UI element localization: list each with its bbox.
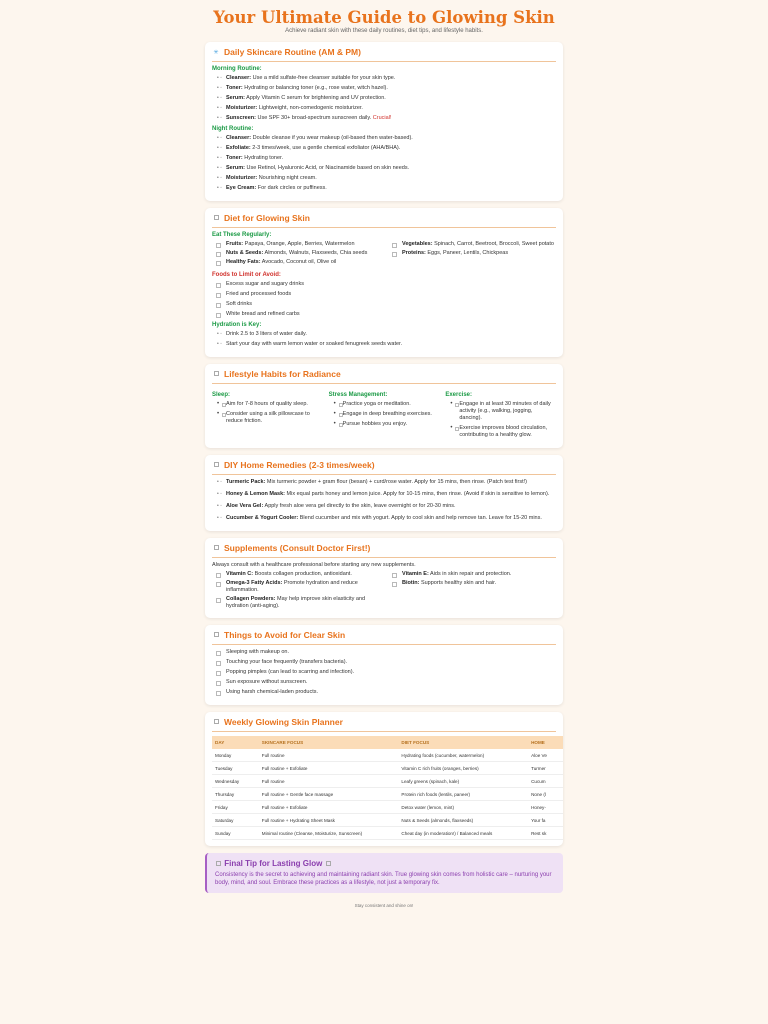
sleep-label: Sleep:	[212, 392, 231, 398]
eat-regularly-label: Eat These Regularly:	[212, 232, 272, 238]
page	[205, 0, 563, 908]
food-icon	[212, 215, 220, 221]
card-header	[212, 47, 556, 62]
remedy-icon	[212, 462, 220, 468]
supplements-note: Always consult with a healthcare professional before starting any new supplements.	[212, 562, 416, 568]
list-item: Excess sugar and sugary drinks	[212, 281, 556, 288]
list-item: • ◦ Exfoliate: 2-3 times/week, use a gentle chemical exfoliator (AHA/BHA).	[212, 145, 556, 152]
card-header	[212, 369, 556, 384]
planner-table	[212, 736, 563, 840]
final-tip-box	[205, 853, 563, 893]
list-item: • ◦ Honey & Lemon Mask: Mix equal parts honey and lemon juice. Apply for 10-15 mins, then rinse. (Avoid if skin is sensitive to lemon).	[212, 491, 556, 498]
list-item: Collagen Powders: May help improve skin elasticity and hydration (anti-aging).	[212, 596, 380, 610]
card-header	[212, 630, 556, 645]
list-item: • ◦ Toner: Hydrating toner.	[212, 155, 556, 162]
skincare-routine-card	[205, 42, 563, 201]
lifestyle-columns	[212, 388, 556, 442]
list-item: • Practice yoga or meditation.	[329, 401, 440, 408]
tip-icon	[326, 861, 331, 866]
card-header	[212, 543, 556, 558]
list-item: Fruits: Papaya, Orange, Apple, Berries, Watermelon	[212, 241, 380, 248]
list-item: Vitamin C: Boosts collagen production, antioxidant.	[212, 571, 380, 578]
planner-card	[205, 712, 563, 846]
calendar-icon	[212, 719, 220, 725]
card-title: Weekly Glowing Skin Planner	[224, 717, 343, 727]
card-title: Diet for Glowing Skin	[224, 213, 310, 223]
night-routine-label: Night Routine:	[212, 126, 254, 132]
list-item: • ◦ Cleanser: Use a mild sulfate-free cleanser suitable for your skin type.	[212, 75, 556, 82]
list-item: • ◦ Sunscreen: Use SPF 30+ broad-spectrum sunscreen daily. Crucial!	[212, 115, 556, 122]
warning-icon	[212, 632, 220, 638]
page-subtitle: Achieve radiant skin with these daily routines, diet tips, and lifestyle habits.	[285, 28, 483, 34]
hydration-list	[212, 331, 556, 348]
hydration-label: Hydration is Key:	[212, 322, 262, 328]
card-title: DIY Home Remedies (2-3 times/week)	[224, 460, 375, 470]
card-title: Things to Avoid for Clear Skin	[224, 630, 346, 640]
list-item: Touching your face frequently (transfers bacteria).	[212, 659, 556, 666]
remedies-list	[212, 479, 556, 522]
list-item: • Pursue hobbies you enjoy.	[329, 421, 440, 428]
list-item: • Engage in deep breathing exercises.	[329, 411, 440, 418]
card-title: Supplements (Consult Doctor First!)	[224, 543, 371, 553]
table-header: SKINCARE FOCUS	[259, 736, 399, 749]
footer-text: Stay consistent and shine on!	[354, 903, 414, 908]
list-item: Healthy Fats: Avocado, Coconut oil, Olive oil	[212, 259, 380, 266]
card-header	[212, 460, 556, 475]
list-item: • ◦ Start your day with warm lemon water or soaked fenugreek seeds water.	[212, 341, 556, 348]
diet-card	[205, 208, 563, 357]
table-row: Monday Full routine Hydrating foods (cucumber, watermelon) Aloe Ve	[212, 749, 563, 762]
pill-icon	[212, 545, 220, 551]
list-item: • ◦ Turmeric Pack: Mix turmeric powder + gram flour (besan) + curd/rose water. Apply for 15 mins, then rinse. (Patch test first!)	[212, 479, 556, 486]
exercise-label: Exercise:	[445, 392, 473, 398]
table-row: Sunday Minimal routine (Cleanse, Moisturize, Sunscreen) Cheat day (in moderation!) / Balanced meals Rest sk	[212, 827, 563, 840]
avoid-list	[212, 649, 556, 696]
avoid-card	[205, 625, 563, 705]
list-item: Sun exposure without sunscreen.	[212, 679, 556, 686]
list-item: • ◦ Cleanser: Double cleanse if you wear makeup (oil-based then water-based).	[212, 135, 556, 142]
table-row: Saturday Full routine + Hydrating Sheet Mask Nuts & Seeds (almonds, flaxseeds) Your fa	[212, 814, 563, 827]
list-item: • ◦ Moisturizer: Nourishing night cream.	[212, 175, 556, 182]
final-tip-text: Consistency is the secret to achieving and maintaining radiant skin. True glowing skin comes from holistic care – nurturing your body, mind, and soul. Embrace these practices as a lifestyle, not just a temporary fix.	[215, 872, 552, 886]
list-item: Soft drinks	[212, 301, 556, 308]
supplements-card	[205, 538, 563, 618]
list-item: Proteins: Eggs, Paneer, Lentils, Chickpeas	[388, 250, 556, 257]
list-item: Vitamin E: Aids in skin repair and protection.	[388, 571, 556, 578]
list-item: Using harsh chemical-laden products.	[212, 689, 556, 696]
list-item: • ◦ Drink 2.5 to 3 liters of water daily.	[212, 331, 556, 338]
list-item: • ◦ Cucumber & Yogurt Cooler: Blend cucumber and mix with yogurt. Apply to cool skin and help remove tan. Leave for 15-20 mins.	[212, 515, 556, 522]
list-item: White bread and refined carbs	[212, 311, 556, 318]
night-routine-list	[212, 135, 556, 192]
list-item: • Aim for 7-8 hours of quality sleep.	[212, 401, 323, 408]
lifestyle-icon	[212, 371, 220, 377]
crucial-note: Crucial!	[372, 115, 392, 121]
sleep-column	[212, 388, 323, 442]
stress-label: Stress Management:	[328, 392, 388, 398]
list-item: • ◦ Serum: Apply Vitamin C serum for brightening and UV protection.	[212, 95, 556, 102]
list-item: Nuts & Seeds: Almonds, Walnuts, Flaxseeds, Chia seeds	[212, 250, 380, 257]
morning-routine-list	[212, 75, 556, 122]
table-header-row	[212, 736, 563, 749]
limit-label: Foods to Limit or Avoid:	[212, 272, 281, 278]
list-item: • Engage in at least 30 minutes of daily activity (e.g., walking, jogging, dancing).	[445, 401, 556, 422]
list-item: • Consider using a silk pillowcase to reduce friction.	[212, 411, 323, 425]
list-item: • ◦ Moisturizer: Lightweight, non-comedogenic moisturizer.	[212, 105, 556, 112]
morning-routine-label: Morning Routine:	[212, 66, 262, 72]
list-item: • Exercise improves blood circulation, contributing to a healthy glow.	[445, 425, 556, 439]
list-item: Sleeping with makeup on.	[212, 649, 556, 656]
list-item: • ◦ Toner: Hydrating or balancing toner (e.g., rose water, witch hazel).	[212, 85, 556, 92]
list-item: • ◦ Aloe Vera Gel: Apply fresh aloe vera gel directly to the skin, leave overnight or for 20-30 mins.	[212, 503, 556, 510]
sparkle-icon: ✳	[213, 49, 219, 56]
table-row: Tuesday Full routine + Exfoliate Vitamin C rich fruits (oranges, berries) Turmer	[212, 762, 563, 775]
limit-list	[212, 281, 556, 318]
list-item: Vegetables: Spinach, Carrot, Beetroot, Broccoli, Sweet potato	[388, 241, 556, 248]
list-item: Fried and processed foods	[212, 291, 556, 298]
remedies-card	[205, 455, 563, 531]
page-title: Your Ultimate Guide to Glowing Skin	[213, 8, 555, 27]
card-title: Lifestyle Habits for Radiance	[224, 369, 341, 379]
table-header: HOME	[528, 736, 563, 749]
lifestyle-card	[205, 364, 563, 448]
tip-icon	[216, 861, 221, 866]
list-item: Omega-3 Fatty Acids: Promote hydration and reduce inflammation.	[212, 580, 380, 594]
list-item: Biotin: Supports healthy skin and hair.	[388, 580, 556, 594]
supplements-list	[212, 571, 556, 612]
table-row: Wednesday Full routine Leafy greens (spinach, kale) Cucum	[212, 775, 563, 788]
table-header: DAY	[212, 736, 259, 749]
card-header	[212, 717, 556, 732]
card-header	[212, 213, 556, 228]
exercise-column	[445, 388, 556, 442]
card-title: Daily Skincare Routine (AM & PM)	[224, 47, 361, 57]
list-item: Popping pimples (can lead to scarring and infection).	[212, 669, 556, 676]
table-row: Friday Full routine + Exfoliate Detox water (lemon, mint) Honey-	[212, 801, 563, 814]
stress-column	[329, 388, 440, 442]
final-tip-title: Final Tip for Lasting Glow	[215, 859, 556, 868]
list-item: • ◦ Eye Cream: For dark circles or puffiness.	[212, 185, 556, 192]
table-row: Thursday Full routine + Gentle face massage Protein rich foods (lentils, paneer) None (l	[212, 788, 563, 801]
list-item: • ◦ Serum: Use Retinol, Hyaluronic Acid, or Niacinamide based on skin needs.	[212, 165, 556, 172]
table-header: DIET FOCUS	[398, 736, 528, 749]
eat-list	[212, 241, 556, 268]
